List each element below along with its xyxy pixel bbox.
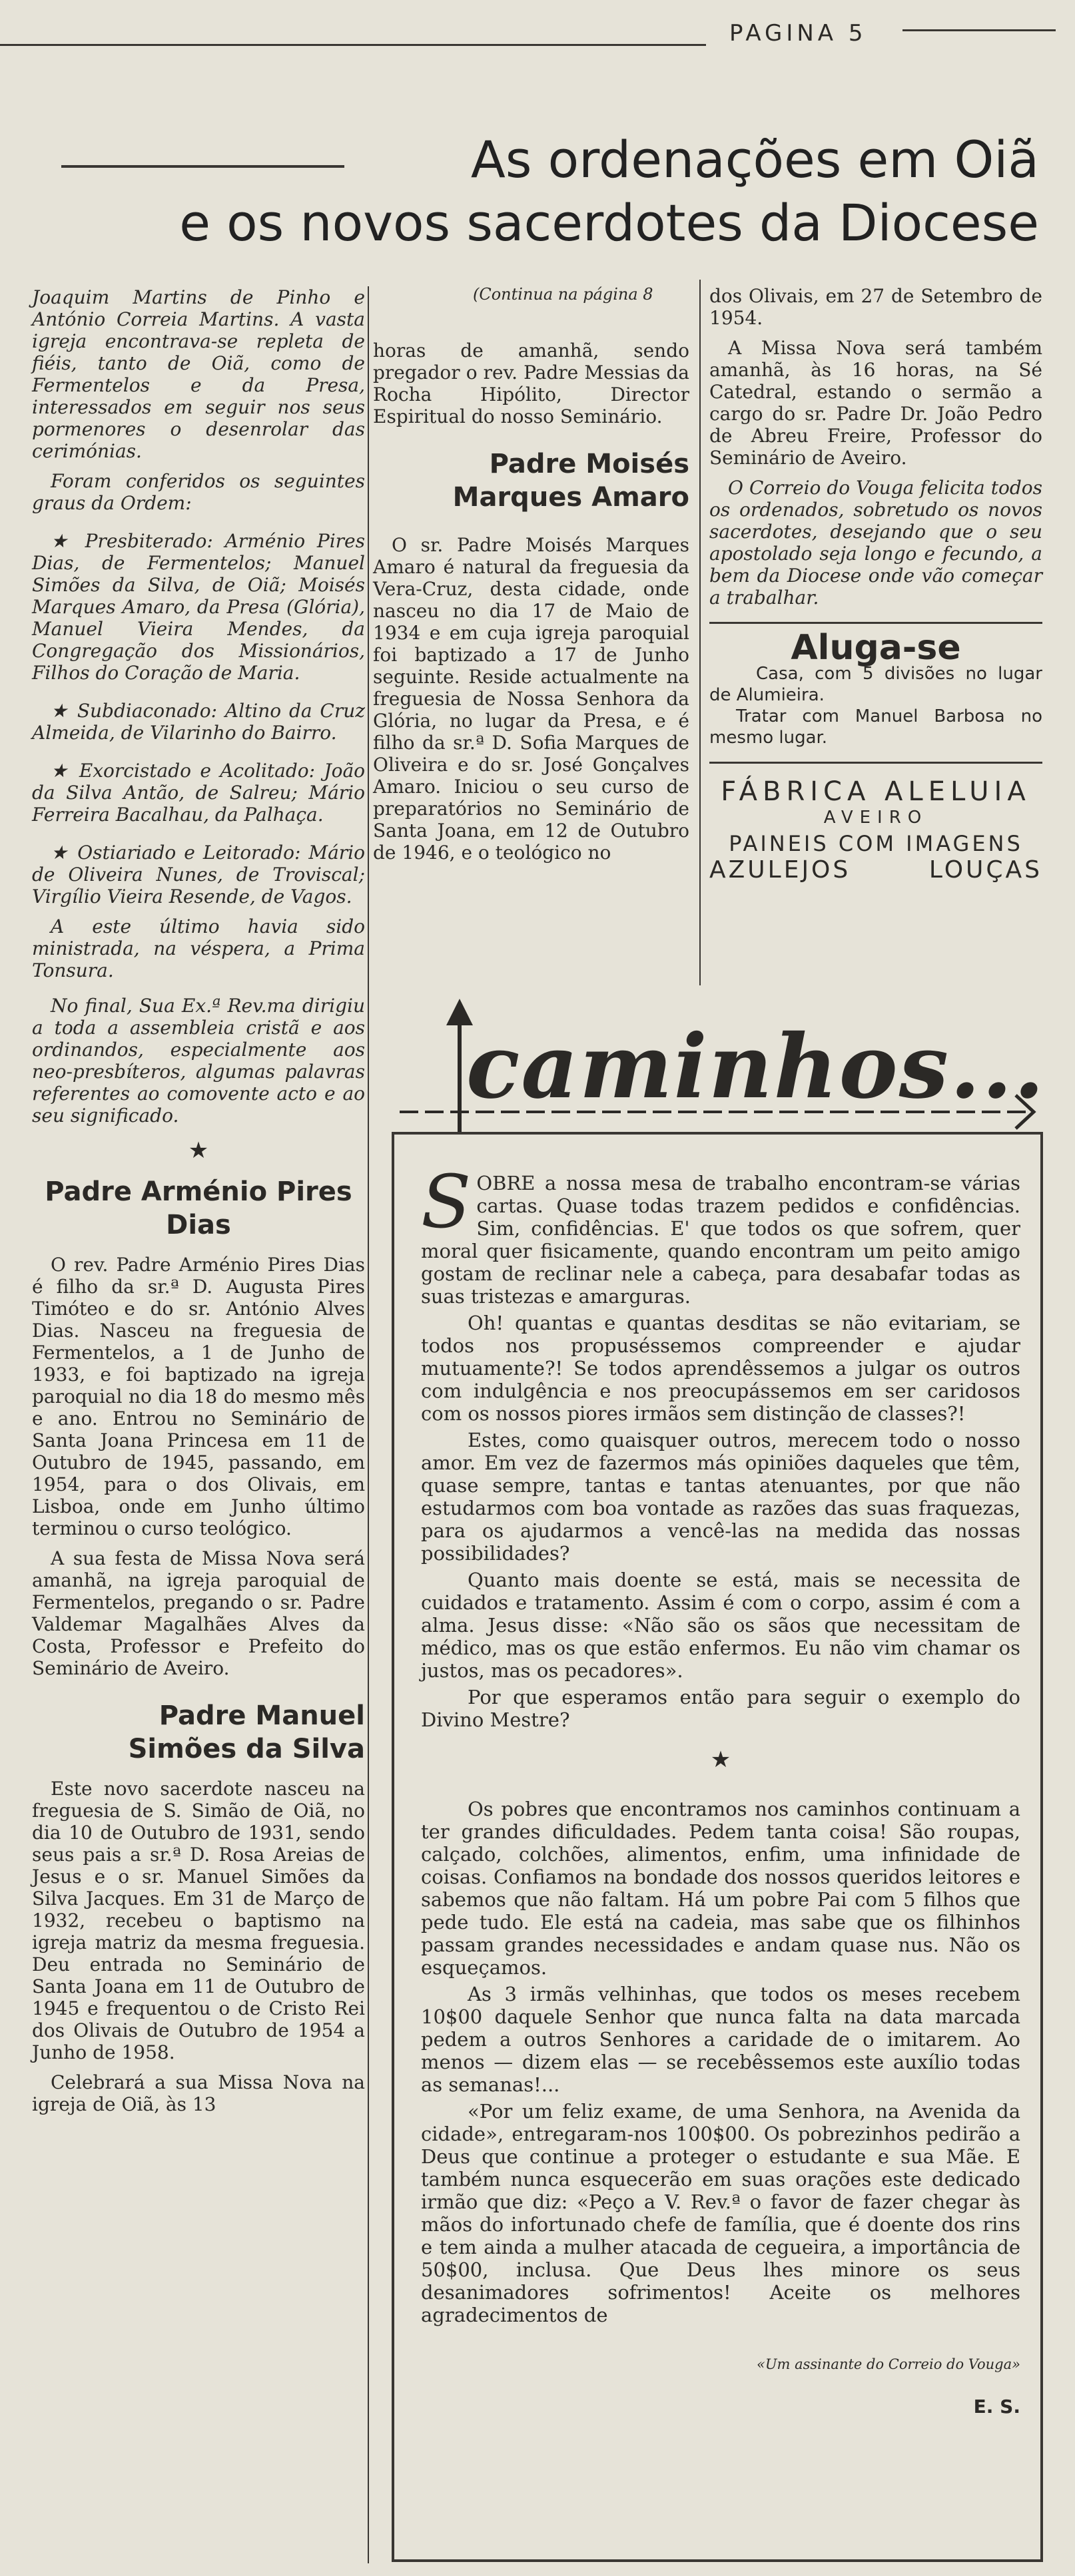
- fabrica-rule: [709, 762, 1042, 764]
- continued-note: (Continua na página 8: [473, 285, 653, 304]
- headline-line-1: As ordenações em Oiã: [470, 130, 1039, 189]
- right-column: [709, 285, 1042, 884]
- moises-heading-1: Padre Moisés: [489, 449, 689, 479]
- armenio-heading: Padre Arménio Pires Dias: [45, 1176, 352, 1240]
- fabrica-paineis: PAINEIS COM IMAGENS: [729, 831, 1023, 856]
- star-divider: ★: [188, 1137, 209, 1164]
- fabrica-products: [709, 856, 1042, 884]
- page-number: PAGINA 5: [729, 20, 867, 47]
- column-rule-1: [368, 286, 369, 2563]
- armenio-paragraph-2: A sua festa de Missa Nova será amanhã, na igreja paroquial de Fermentelos, pregando o sr. Padre Valdemar Magalhães Alves da Costa, Professor e Prefeito do Seminário de Aveiro.: [32, 1547, 365, 1679]
- ostiariado-paragraph: ★ Ostiariado e Leitorado: Mário de Oliveira Nunes, de Troviscal; Virgílio Vieira Resende, de Vagos.: [32, 842, 365, 907]
- caminhos-paragraph-1: SOBRE a nossa mesa de trabalho encontram-se várias cartas. Quase todas trazem pedidos e confidências. Sim, confidências. E' que todos os que sofrem, quer moral quer fisicamente, quando encontram um peito amigo gostam de reclinar nele a cabeça, para desabafar todas as suas tristezas e amarguras.: [421, 1159, 1020, 1308]
- caminhos-paragraph-2: Oh! quantas e quantas desditas se não evitariam, se todos nos propuséssemos compreender e ajudar mutuamente?! Se todos aprendêssemos a julgar os outros com indulgência e nos preocupássemos em ser caridosos com os nossos piores irmãos sem distinção de classes?!: [421, 1312, 1020, 1425]
- caminhos-paragraph-4: Quanto mais doente se está, mais se necessita de cuidados e tratamento. Assim é com o corpo, assim é com a alma. Jesus disse: «Não são os sãos que necessitam de médico, mas os que estão enfermos. Eu não vim chamar os justos, mas os pecadores».: [421, 1569, 1020, 1682]
- author-initials: E. S.: [973, 2396, 1020, 2418]
- manuel-paragraph-2: Celebrará a sua Missa Nova na igreja de Oiã, às 13: [32, 2071, 365, 2115]
- ultimo-paragraph: A este último havia sido ministrada, na véspera, a Prima Tonsura.: [32, 915, 365, 981]
- moises-paragraph: O sr. Padre Moisés Marques Amaro é natural da freguesia da Vera-Cruz, desta cidade, onde nasceu no dia 17 de Maio de 1934 e em cuja igreja paroquial foi baptizado a 17 de Junho seguinte. Reside actualmente na freguesia de Nossa Senhora da Glória, no lugar da Presa, e é filho da sr.ª D. Sofia Marques de Oliveira e do sr. José Gonçalves Amaro. Iniciou o seu curso de preparatórios no Seminário de Santa Joana, em 12 de Outubro de 1946, e o teológico no: [373, 534, 689, 864]
- signature-line: «Um assinante do Correio do Vouga»: [756, 2356, 1020, 2372]
- fabrica-loucas: LOUÇAS: [928, 856, 1042, 884]
- fabrica-name: FÁBRICA ALELUIA: [721, 776, 1031, 807]
- middle-paragraph-1: horas de amanhã, sendo pregador o rev. Padre Messias da Rocha Hipólito, Director Espiritual do nosso Seminário.: [373, 340, 689, 427]
- header-rule-right: [902, 29, 1056, 31]
- caminhos-column: [421, 1159, 1020, 2418]
- drop-cap: S: [421, 1159, 472, 1244]
- left-column: [32, 286, 365, 2123]
- right-paragraph-2: A Missa Nova será também amanhã, às 16 horas, na Sé Catedral, estando o sermão a cargo do sr. Padre Dr. João Pedro de Abreu Freire, Professor do Seminário de Aveiro.: [709, 337, 1042, 469]
- intro-paragraph: Joaquim Martins de Pinho e António Correia Martins. A vasta igreja encontrava-se repleta de fiéis, tanto de Oiã, como de Fermentelos e da Presa, interessados em seguir nos seus pormenores o desenrolar das cerimónias.: [32, 286, 365, 462]
- subdiaconado-paragraph: ★ Subdiaconado: Altino da Cruz Almeida, de Vilarinho do Bairro.: [32, 700, 365, 744]
- fabrica-city: AVEIRO: [823, 808, 928, 828]
- caminhos-paragraph-7: As 3 irmãs velhinhas, que todos os meses recebem 10$00 daquele Senhor que nunca falta na data marcada pedem a outros Senhores a caridade de o imitarem. Ao menos — dizem elas — se recebêssemos este auxílio todas as semanas!...: [421, 1983, 1020, 2096]
- column-rule-2: [699, 280, 701, 985]
- header-rule-left: [0, 44, 706, 46]
- exorcistado-paragraph: ★ Exorcistado e Acolitado: João da Silva Antão, de Salreu; Mário Ferreira Bacalhau, da Palhaça.: [32, 760, 365, 826]
- manuel-heading-1: Padre Manuel: [159, 1700, 365, 1731]
- right-paragraph-3: O Correio do Vouga felicita todos os ordenados, sobretudo os novos sacerdotes, desejando que o seu apostolado seja longo e fecundo, a bem da Diocese onde vão começar a trabalhar.: [709, 477, 1042, 609]
- middle-column: [373, 340, 689, 872]
- headline-line-2: e os novos sacerdotes da Diocese: [179, 193, 1039, 252]
- caminhos-paragraph-6: Os pobres que encontramos nos caminhos continuam a ter grandes dificuldades. Pedem tanta coisa! São roupas, calçado, colchões, alimentos, enfim, uma infinidade de coisas. Confiamos na bondade dos nossos queridos leitores e sabemos que não faltam. Há um pobre Pai com 5 filhos que pede tudo. Ele está na cadeia, mas sabe que os filhinhos passam grandes necessidades e andam quase nus. Não os esqueçamos.: [421, 1798, 1020, 1979]
- aluga-heading: Aluga-se: [791, 628, 961, 668]
- caminhos-title: caminhos...: [466, 1015, 1046, 1119]
- caminhos-paragraph-8: «Por um feliz exame, de uma Senhora, na Avenida da cidade», entregaram-nos 100$00. Os pobrezinhos pedirão a Deus que continue a proteger o estudante e sua Mãe. E também nunca esquecerão em suas orações este dedicado irmão que diz: «Peço a V. Rev.ª o favor de fazer chegar às mãos do infortunado chefe de família, que é doente dos rins e tem ainda a mulher atacada de cegueira, a importância de 50$00, inclusa. Que Deus lhes minore os seus desanimadores sofrimentos! Aceite os melhores agradecimentos de: [421, 2100, 1020, 2326]
- conferidos-paragraph: Foram conferidos os seguintes graus da Ordem:: [32, 470, 365, 514]
- caminhos-star: ★: [710, 1746, 731, 1773]
- aluga-line-2: Tratar com Manuel Barbosa no mesmo lugar.: [709, 706, 1042, 748]
- final-paragraph: No final, Sua Ex.ª Rev.ma dirigiu a toda a assembleia cristã e aos ordinandos, especialmente aos neo-presbíteros, algumas palavras referentes ao comovente acto e ao seu significado.: [32, 995, 365, 1127]
- armenio-paragraph-1: O rev. Padre Arménio Pires Dias é filho da sr.ª D. Augusta Pires Timóteo e do sr. António Alves Dias. Nasceu na freguesia de Fermentelos, a 1 de Junho de 1933, e foi baptizado na igreja paroquial no dia 18 do mesmo mês e ano. Entrou no Seminário de Santa Joana Princesa em 11 de Outubro de 1945, passando, em 1954, para o dos Olivais, em Lisboa, onde em Junho último terminou o curso teológico.: [32, 1254, 365, 1539]
- fabrica-azulejos: AZULEJOS: [709, 856, 851, 884]
- aluga-rule: [709, 622, 1042, 624]
- presbiterado-paragraph: ★ Presbiterado: Arménio Pires Dias, de Fermentelos; Manuel Simões da Silva, de Oiã; Moisés Marques Amaro, da Presa (Glória), Manuel Vieira Mendes, da Congregação dos Missionários, Filhos do Coração de Maria.: [32, 530, 365, 684]
- moises-heading-2: Marques Amaro: [452, 482, 689, 513]
- caminhos-paragraph-3: Estes, como quaisquer outros, merecem todo o nosso amor. Em vez de fazermos más opiniões daqueles que têm, quase sempre, tantas e tantas atenuantes, por que não estudarmos com boa vontade as razões das suas fraquezas, para os ajudarmos a vencê-las na medida das nossas possibilidades?: [421, 1429, 1020, 1565]
- right-paragraph-1: dos Olivais, em 27 de Setembro de 1954.: [709, 285, 1042, 329]
- aluga-line-1: Casa, com 5 divisões no lugar de Alumieira.: [709, 664, 1042, 705]
- manuel-heading-2: Simões da Silva: [128, 1734, 365, 1764]
- manuel-paragraph-1: Este novo sacerdote nasceu na freguesia de S. Simão de Oiã, no dia 10 de Outubro de 1931, sendo seus pais a sr.ª D. Rosa Areias de Jesus e o sr. Manuel Simões da Silva Jacques. Em 31 de Março de 1932, recebeu o baptismo na igreja matriz da mesma freguesia. Deu entrada no Seminário de Santa Joana em 11 de Outubro de 1945 e frequentou o de Cristo Rei dos Olivais de Outubro de 1954 a Junho de 1958.: [32, 1778, 365, 2063]
- caminhos-paragraph-5: Por que esperamos então para seguir o exemplo do Divino Mestre?: [421, 1686, 1020, 1731]
